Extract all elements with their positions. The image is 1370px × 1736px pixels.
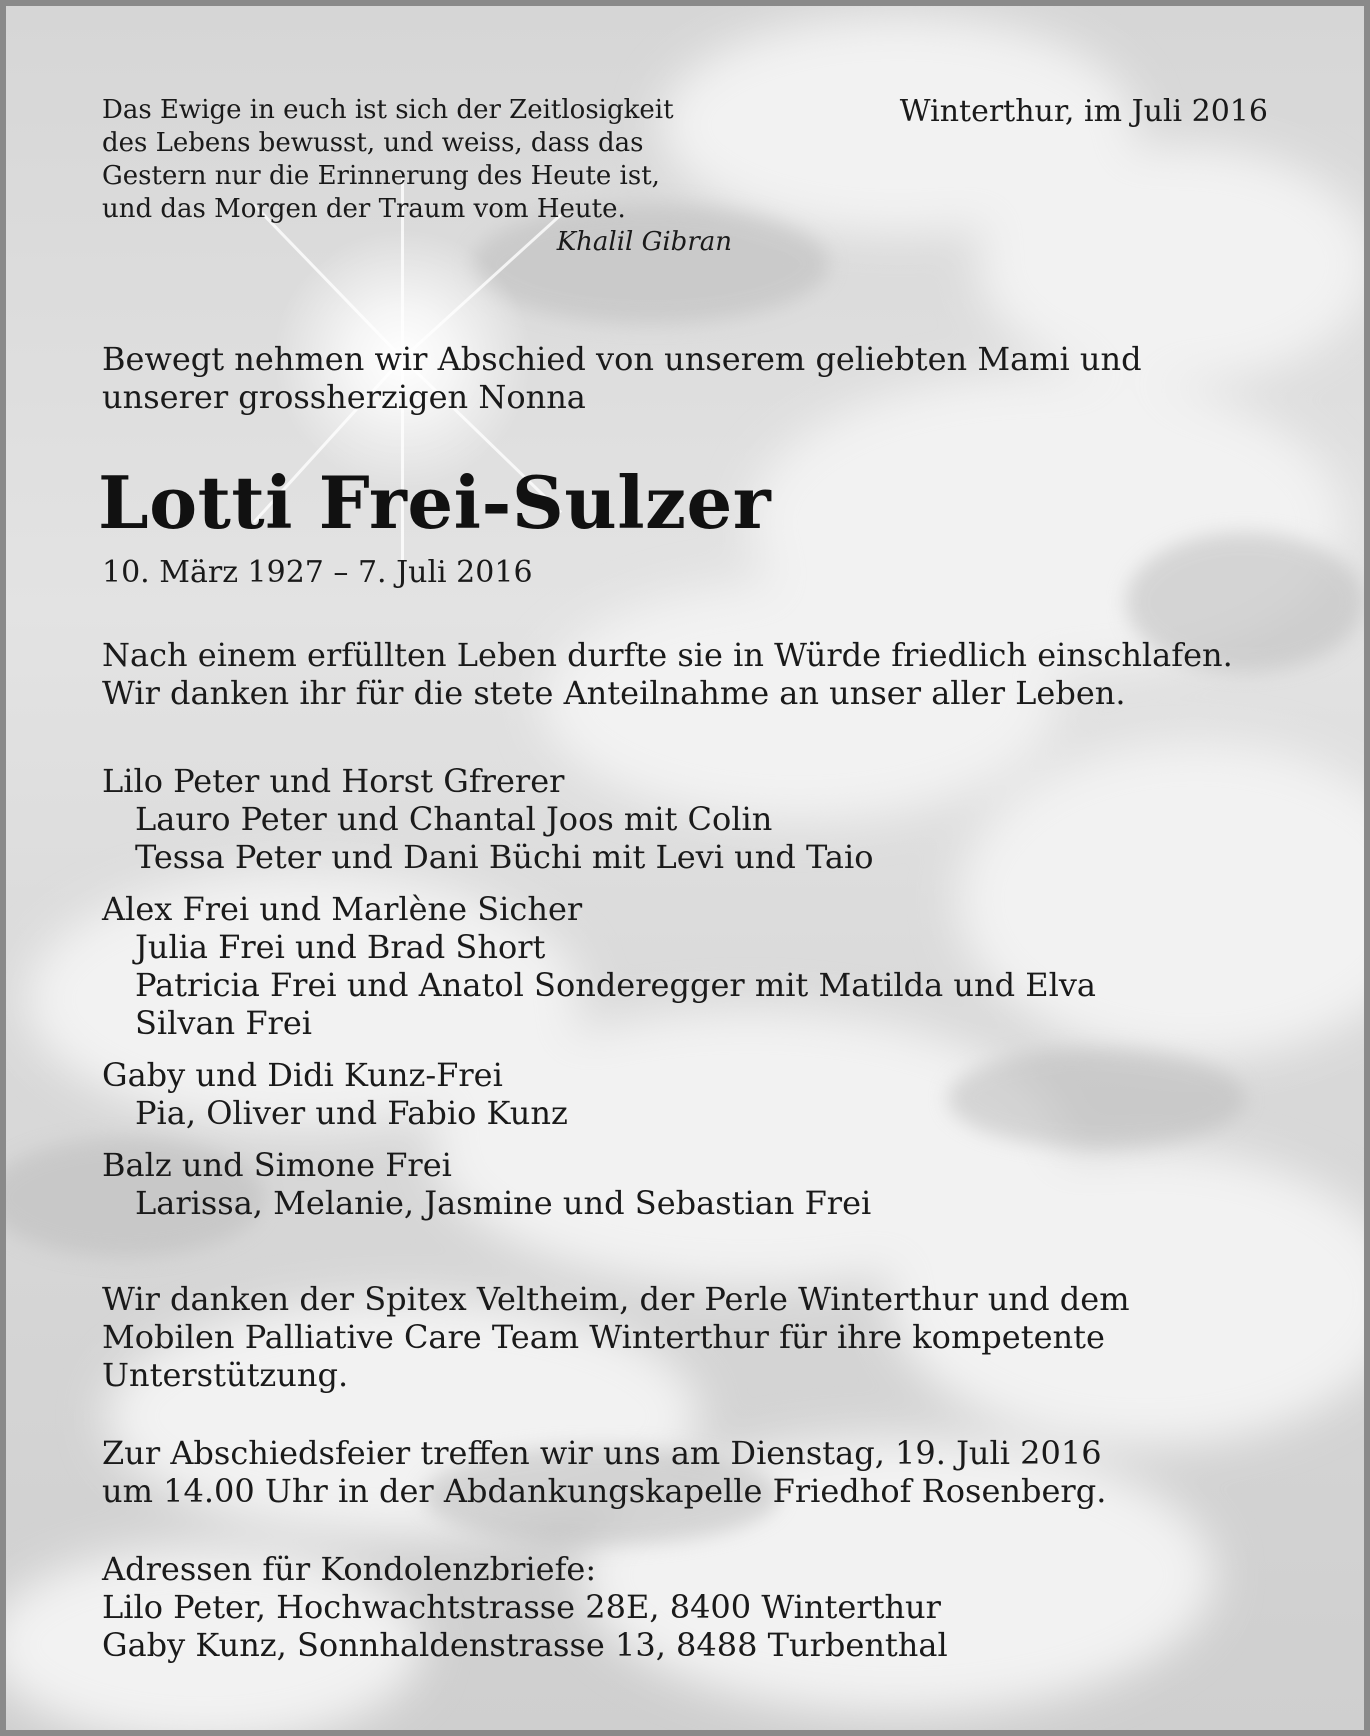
notice-content <box>6 6 1364 1730</box>
intro-line: unserer grossherzigen Nonna <box>102 378 586 416</box>
quote-line: Gestern nur die Erinnerung des Heute ist, <box>102 161 660 191</box>
addresses-heading: Adressen für Kondolenzbriefe: <box>102 1550 597 1588</box>
message-line: Wir danken ihr für die stete Anteilnahme an unser aller Leben. <box>102 674 1126 712</box>
thanks-line: Wir danken der Spitex Veltheim, der Perle Winterthur und dem <box>102 1280 1130 1318</box>
intro-text <box>102 340 1282 416</box>
address-line: Gaby Kunz, Sonnhaldenstrasse 13, 8488 Turbenthal <box>102 1626 948 1664</box>
thanks-paragraph <box>102 1280 1282 1394</box>
family-member: Larissa, Melanie, Jasmine und Sebastian Frei <box>135 1184 872 1222</box>
family-group <box>102 890 1282 1042</box>
family-member: Lauro Peter und Chantal Joos mit Colin <box>135 800 773 838</box>
condolence-addresses <box>102 1550 1282 1664</box>
quote-line: des Lebens bewusst, und weiss, dass das <box>102 128 644 158</box>
thanks-line: Unterstützung. <box>102 1356 349 1394</box>
quote-line: und das Morgen der Traum vom Heute. <box>102 194 626 224</box>
intro-line: Bewegt nehmen wir Abschied von unserem geliebten Mami und <box>102 340 1142 378</box>
place-date-line: Winterthur, im Juli 2016 <box>899 94 1268 129</box>
family-member: Pia, Oliver und Fabio Kunz <box>135 1094 568 1132</box>
farewell-message <box>102 636 1282 712</box>
family-group <box>102 1146 1282 1222</box>
thanks-line: Mobilen Palliative Care Team Winterthur für ihre kompetente <box>102 1318 1105 1356</box>
message-line: Nach einem erfüllten Leben durfte sie in Würde friedlich einschlafen. <box>102 636 1233 674</box>
family-group <box>102 762 1282 876</box>
family-group <box>102 1056 1282 1132</box>
family-member: Julia Frei und Brad Short <box>135 928 546 966</box>
quote-author: Khalil Gibran <box>556 227 732 257</box>
ceremony-line: Zur Abschiedsfeier treffen wir uns am Dienstag, 19. Juli 2016 <box>102 1434 1102 1472</box>
family-head: Alex Frei und Marlène Sicher <box>102 890 583 928</box>
address-line: Lilo Peter, Hochwachtstrasse 28E, 8400 Winterthur <box>102 1588 941 1626</box>
ceremony-line: um 14.00 Uhr in der Abdankungskapelle Friedhof Rosenberg. <box>102 1472 1107 1510</box>
family-member: Tessa Peter und Dani Büchi mit Levi und Taio <box>135 838 874 876</box>
deceased-name: Lotti Frei-Sulzer <box>98 460 772 545</box>
family-head: Balz und Simone Frei <box>102 1146 452 1184</box>
family-head: Lilo Peter und Horst Gfrerer <box>102 762 565 800</box>
family-member: Patricia Frei und Anatol Sonderegger mit Matilda und Elva <box>135 966 1096 1004</box>
family-member: Silvan Frei <box>135 1004 312 1042</box>
family-head: Gaby und Didi Kunz-Frei <box>102 1056 503 1094</box>
quote-line: Das Ewige in euch ist sich der Zeitlosigkeit <box>102 95 674 125</box>
family-list <box>102 762 1282 1236</box>
ceremony-paragraph <box>102 1434 1282 1510</box>
lifespan-dates: 10. März 1927 – 7. Juli 2016 <box>102 555 533 590</box>
epigraph-quote <box>102 94 732 259</box>
